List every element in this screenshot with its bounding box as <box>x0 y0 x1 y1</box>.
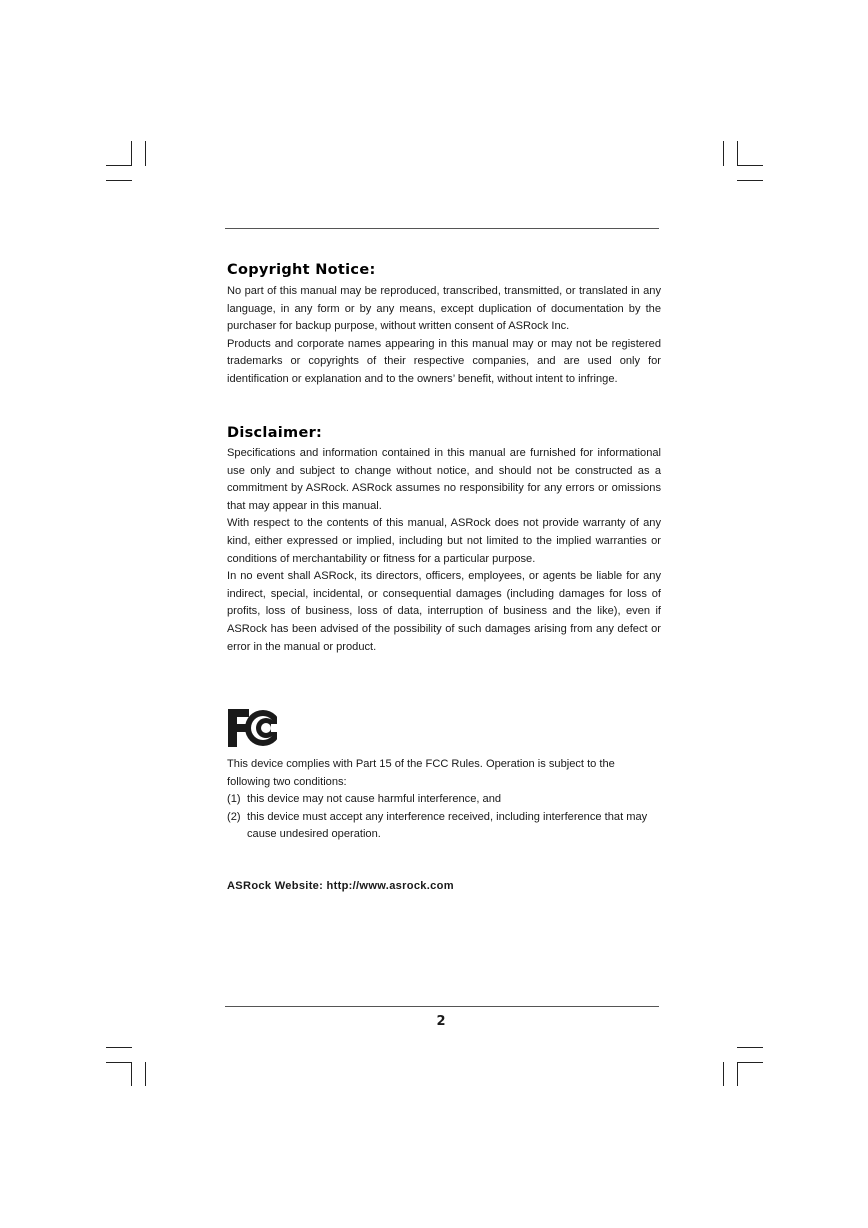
crop-mark <box>737 1062 738 1086</box>
crop-mark <box>737 180 763 181</box>
disclaimer-paragraph: In no event shall ASRock, its directors, officers, employees, or agents be liable for any indirect, special, incidental, or consequential damages (including damages for loss of profits, loss of business, loss of data, interruption of business and the like), even if ASRock has been advised of the possibility of such damages arising from any defect or error in the manual or product. <box>227 570 661 653</box>
fcc-intro: This device complies with Part 15 of the FCC Rules. Operation is subject to the following two conditions: <box>227 758 615 788</box>
disclaimer-body <box>227 445 661 656</box>
fcc-statement <box>227 756 661 844</box>
copyright-heading: Copyright Notice: <box>227 262 376 278</box>
crop-mark <box>131 1062 132 1086</box>
copyright-paragraph: No part of this manual may be reproduced, transcribed, transmitted, or translated in any language, in any form or by any means, except duplication of documentation by the purchaser for backup purpose, without written consent of ASRock Inc. <box>227 285 661 333</box>
disclaimer-heading: Disclaimer: <box>227 425 323 441</box>
crop-mark <box>145 1062 146 1086</box>
crop-mark <box>723 1062 724 1086</box>
list-item <box>227 809 661 844</box>
list-text: this device must accept any interference received, including interference that may cause undesired operation. <box>247 810 648 841</box>
list-text: this device may not cause harmful interference, and <box>247 793 502 806</box>
copyright-paragraph: Products and corporate names appearing in this manual may or may not be registered trademarks or copyrights of their respective companies, and are used only for identification or explanation and to the owners’ benefit, without intent to infringe. <box>227 337 661 385</box>
crop-mark <box>106 1062 132 1063</box>
disclaimer-paragraph: With respect to the contents of this manual, ASRock does not provide warranty of any kind, either expressed or implied, including but not limited to the implied warranties or conditions of merchantability or fitness for a particular purpose. <box>227 517 661 565</box>
page-number: 2 <box>436 1014 446 1029</box>
copyright-body <box>227 283 661 389</box>
crop-mark <box>145 141 146 166</box>
crop-mark <box>106 1047 132 1048</box>
crop-mark <box>131 141 132 166</box>
list-number: (1) <box>227 793 241 806</box>
crop-mark <box>106 165 132 166</box>
crop-mark <box>106 180 132 181</box>
footer-rule <box>225 1006 659 1007</box>
fcc-logo-icon <box>227 708 283 748</box>
list-number: (2) <box>227 810 241 823</box>
crop-mark <box>737 1062 763 1063</box>
crop-mark <box>737 165 763 166</box>
header-rule <box>225 228 659 229</box>
crop-mark <box>723 141 724 166</box>
crop-mark <box>737 141 738 166</box>
list-item <box>227 791 661 809</box>
website-link[interactable]: ASRock Website: http://www.asrock.com <box>227 880 454 892</box>
disclaimer-paragraph: Specifications and information contained in this manual are furnished for informational use only and subject to change without notice, and should not be constructed as a commitment by ASRock. ASRock assumes no responsibility for any errors or omissions that may appear in this manual. <box>227 447 661 512</box>
crop-mark <box>737 1047 763 1048</box>
